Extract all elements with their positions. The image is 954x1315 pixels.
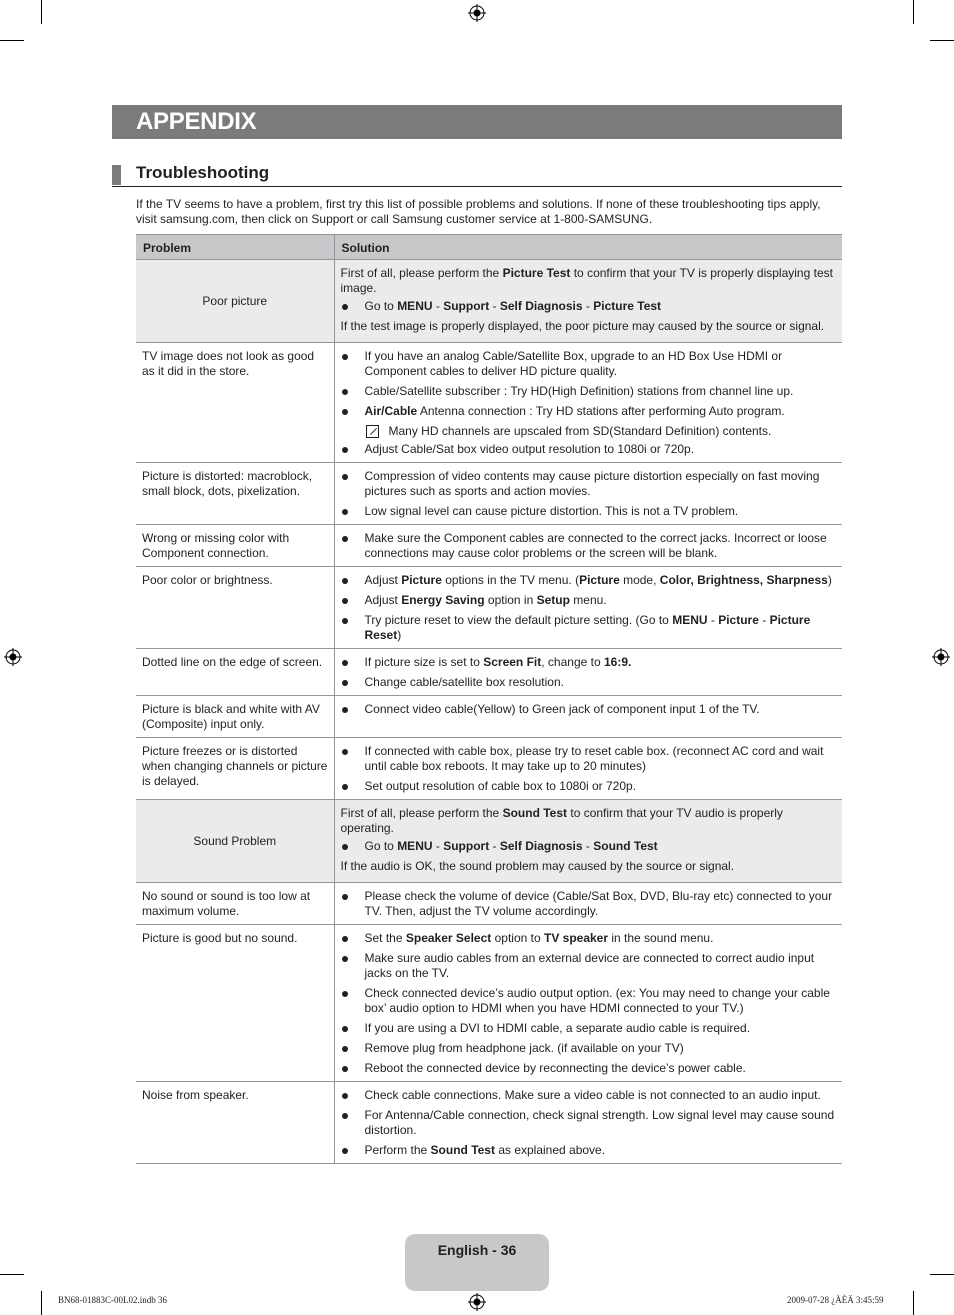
troubleshooting-table (136, 234, 842, 1164)
table-row (136, 1082, 842, 1164)
bold-text: Color, Brightness, Sharpness (659, 573, 828, 587)
text-run: Please check the volume of device (Cable/Sat Box, DVD, Blu-ray etc) connected to your TV. Then, adjust the TV volume accordingly. (364, 889, 833, 918)
bold-text: 16:9. (603, 655, 632, 669)
table-row (136, 525, 842, 567)
problem-cell: Dotted line on the edge of screen. (136, 649, 334, 696)
solution-bullet (341, 573, 837, 588)
solution-bullet (341, 469, 837, 499)
bullet-icon (342, 618, 348, 624)
text-run: For Antenna/Cable connection, check signal strength. Low signal level may cause sound distortion. (364, 1108, 835, 1137)
registration-mark-icon (932, 648, 950, 666)
divider (112, 186, 842, 187)
text-run: to confirm that your TV is properly displaying test image. (340, 266, 833, 295)
bold-text: Speaker Select (405, 931, 492, 945)
bullet-icon (342, 1093, 348, 1099)
text-run: Compression of video contents may cause picture distortion especially on fast moving pictures such as sports and action movies. (364, 469, 820, 498)
text-run: Low signal level can cause picture distortion. This is not a TV problem. (364, 504, 739, 518)
solution-cell (334, 260, 842, 343)
bold-text: TV speaker (543, 931, 609, 945)
solution-cell (334, 925, 842, 1082)
bullet-icon (342, 578, 348, 584)
bullet-icon (342, 389, 348, 395)
section-title: APPENDIX (136, 108, 257, 135)
problem-cell: TV image does not look as good as it did in the store. (136, 343, 334, 463)
crop-mark (930, 40, 954, 41)
text-run: menu. (569, 593, 607, 607)
table-row (136, 696, 842, 738)
solution-cell (334, 567, 842, 649)
solution-bullet (341, 655, 837, 670)
bullet-icon (342, 956, 348, 962)
bold-text: Picture Reset (364, 613, 811, 642)
text-run: If connected with cable box, please try to reset cable box. (reconnect AC cord and wait until cable box reboots. It may take up to 20 minutes) (364, 744, 824, 773)
text-run: Remove plug from headphone jack. (if available on your TV) (364, 1041, 684, 1055)
solution-bullet (341, 986, 837, 1016)
crop-mark (0, 40, 24, 41)
crop-mark (41, 0, 42, 24)
solution-bullet (341, 744, 837, 774)
solution-text (341, 859, 837, 874)
solution-bullet (341, 384, 837, 399)
section-header-bar (112, 105, 842, 139)
text-run: Try picture reset to view the default picture setting. (Go to (364, 613, 673, 627)
text-run: Adjust (364, 573, 402, 587)
text-run: Check cable connections. Make sure a video cable is not connected to an audio input. (364, 1088, 821, 1102)
solution-bullet (341, 593, 837, 608)
problem-cell: Sound Problem (136, 800, 334, 883)
text-run: If the test image is properly displayed, the poor picture may caused by the source or signal. (340, 319, 825, 333)
registration-mark-icon (468, 1293, 486, 1311)
text-run: as explained above. (494, 1143, 606, 1157)
text-run: Connect video cable(Yellow) to Green jack of component input 1 of the TV. (364, 702, 760, 716)
bold-text: Picture Test (593, 299, 662, 313)
text-run: Reboot the connected device by reconnecting the device’s power cable. (364, 1061, 746, 1075)
bold-text: Picture (579, 573, 620, 587)
problem-cell: No sound or sound is too low at maximum volume. (136, 883, 334, 925)
page-number-tab (405, 1234, 549, 1291)
bold-text: MENU (397, 839, 433, 853)
bullet-icon (342, 304, 348, 310)
footer-timestamp: 2009-07-28 ¿ÀÈÄ 3:45:59 (787, 1295, 884, 1305)
bullet-icon (342, 1046, 348, 1052)
text-run: Change cable/satellite box resolution. (364, 675, 564, 689)
text-run: , change to (541, 655, 604, 669)
text-run: - (582, 839, 594, 853)
table-row (136, 260, 842, 343)
solution-text (341, 319, 837, 334)
solution-bullet (341, 702, 837, 717)
bold-text: Setup (536, 593, 570, 607)
solution-bullet (341, 779, 837, 794)
text-run: Cable/Satellite subscriber : Try HD(High Definition) stations from channel line up. (364, 384, 794, 398)
bold-text: Picture (718, 613, 759, 627)
solution-bullet (341, 404, 837, 419)
table-row (136, 925, 842, 1082)
bold-text: Screen Fit (483, 655, 542, 669)
text-run: Go to (364, 299, 398, 313)
solution-bullet (341, 931, 837, 946)
text-run: Adjust Cable/Sat box video output resolution to 1080i or 720p. (364, 442, 695, 456)
text-run: in the sound menu. (608, 931, 714, 945)
text-run: Set the (364, 931, 406, 945)
bullet-icon (342, 447, 348, 453)
text-run: ) (827, 573, 832, 587)
bold-text: Energy Saving (401, 593, 485, 607)
bold-text: MENU (397, 299, 433, 313)
text-run: mode, (619, 573, 660, 587)
text-run: Make sure audio cables from an external device are connected to correct audio input jacks on the TV. (364, 951, 815, 980)
solution-bullet (341, 1061, 837, 1076)
text-run: If picture size is set to (364, 655, 484, 669)
solution-cell (334, 696, 842, 738)
solution-bullet (341, 442, 837, 457)
registration-mark-icon (4, 648, 22, 666)
solution-bullet (341, 1143, 837, 1158)
solution-cell (334, 738, 842, 800)
table-row (136, 800, 842, 883)
text-run: Antenna connection : Try HD stations after performing Auto program. (417, 404, 785, 418)
page-number: English - 36 (437, 1242, 517, 1258)
bold-text: Self Diagnosis (499, 839, 583, 853)
text-run: Perform the (364, 1143, 431, 1157)
text-run: Many HD channels are upscaled from SD(Standard Definition) contents. (388, 424, 772, 438)
text-run: First of all, please perform the (340, 806, 503, 820)
bullet-icon (342, 680, 348, 686)
table-header-row (136, 235, 842, 260)
solution-cell (334, 883, 842, 925)
bullet-icon (342, 660, 348, 666)
text-run: First of all, please perform the (340, 266, 503, 280)
bold-text: Sound Test (593, 839, 658, 853)
table-row (136, 649, 842, 696)
crop-mark (41, 1291, 42, 1315)
text-run: Check connected device’s audio output option. (ex: You may need to change your cable box’ audio option to HDMI when you have HDMI connected to your TV.) (364, 986, 830, 1015)
bold-text: Self Diagnosis (499, 299, 583, 313)
solution-bullet (341, 613, 837, 643)
text-run: Set output resolution of cable box to 1080i or 720p. (364, 779, 637, 793)
column-header-solution: Solution (334, 235, 842, 260)
bullet-icon (342, 936, 348, 942)
bullet-icon (342, 536, 348, 542)
bullet-icon (342, 509, 348, 515)
text-run: options in the TV menu. ( (441, 573, 580, 587)
bullet-icon (342, 1026, 348, 1032)
bold-text: Air/Cable (364, 404, 418, 418)
solution-cell (334, 525, 842, 567)
bullet-icon (342, 844, 348, 850)
text-run: Adjust (364, 593, 402, 607)
solution-bullet (341, 1041, 837, 1056)
table-row (136, 738, 842, 800)
footer-file-name: BN68-01883C-00L02.indb 36 (58, 1295, 167, 1305)
subsection-title: Troubleshooting (136, 163, 270, 182)
bullet-icon (342, 1113, 348, 1119)
solution-bullet (341, 839, 837, 854)
problem-cell: Picture is distorted: macroblock, small block, dots, pixelization. (136, 463, 334, 525)
text-run: If the audio is OK, the sound problem may caused by the source or signal. (340, 859, 735, 873)
solution-cell (334, 649, 842, 696)
text-run: - (489, 299, 500, 313)
bullet-icon (342, 1066, 348, 1072)
problem-cell: Picture freezes or is distorted when changing channels or picture is delayed. (136, 738, 334, 800)
subsection-marker (112, 165, 121, 185)
solution-bullet (341, 951, 837, 981)
solution-bullet (341, 504, 837, 519)
solution-bullet (341, 1021, 837, 1036)
text-run: - (432, 299, 444, 313)
solution-text (341, 806, 837, 836)
note-icon (366, 425, 379, 438)
bold-text: Support (443, 839, 490, 853)
solution-bullet (341, 531, 837, 561)
table-row (136, 463, 842, 525)
problem-cell: Poor picture (136, 260, 334, 343)
text-run: If you have an analog Cable/Satellite Box, upgrade to an HD Box Use HDMI or Component cables to deliver HD picture quality. (364, 349, 783, 378)
crop-mark (930, 1274, 954, 1275)
bullet-icon (342, 1148, 348, 1154)
bullet-icon (342, 894, 348, 900)
bold-text: Picture Test (502, 266, 571, 280)
problem-cell: Poor color or brightness. (136, 567, 334, 649)
text-run: option to (491, 931, 544, 945)
text-run: - (582, 299, 594, 313)
solution-note (341, 424, 837, 439)
column-header-problem: Problem (136, 235, 334, 260)
solution-bullet (341, 889, 837, 919)
bold-text: Support (443, 299, 490, 313)
solution-cell (334, 800, 842, 883)
table-row (136, 343, 842, 463)
bullet-icon (342, 354, 348, 360)
bold-text: MENU (672, 613, 708, 627)
solution-bullet (341, 299, 837, 314)
text-run: - (707, 613, 719, 627)
solution-cell (334, 1082, 842, 1164)
intro-paragraph: If the TV seems to have a problem, first try this list of possible problems and solutions. If none of these troubleshooting tips apply, visit samsung.com, then click on Support or call Samsung customer service at 1-800-SAMSUNG. (136, 197, 821, 226)
text-run: to confirm that your TV audio is properly operating. (340, 806, 783, 835)
bullet-icon (342, 991, 348, 997)
bullet-icon (342, 749, 348, 755)
text-run: - (432, 839, 444, 853)
text-run: ) (397, 628, 402, 642)
text-run: If you are using a DVI to HDMI cable, a separate audio cable is required. (364, 1021, 751, 1035)
solution-bullet (341, 1088, 837, 1103)
crop-mark (0, 1274, 24, 1275)
text-run: - (489, 839, 500, 853)
solution-bullet (341, 349, 837, 379)
bullet-icon (342, 474, 348, 480)
solution-bullet (341, 675, 837, 690)
text-run: Go to (364, 839, 398, 853)
text-run: option in (484, 593, 537, 607)
text-run: - (758, 613, 770, 627)
solution-text (341, 266, 837, 296)
crop-mark (913, 0, 914, 24)
solution-cell (334, 463, 842, 525)
bullet-icon (342, 784, 348, 790)
problem-cell: Noise from speaker. (136, 1082, 334, 1164)
solution-cell (334, 343, 842, 463)
table-row (136, 567, 842, 649)
problem-cell: Picture is good but no sound. (136, 925, 334, 1082)
crop-mark (913, 1291, 914, 1315)
table-row (136, 883, 842, 925)
bullet-icon (342, 598, 348, 604)
problem-cell: Wrong or missing color with Component connection. (136, 525, 334, 567)
bold-text: Sound Test (430, 1143, 495, 1157)
bold-text: Picture (401, 573, 442, 587)
text-run: Make sure the Component cables are connected to the correct jacks. Incorrect or loose connections may cause color problems or the screen will be blank. (364, 531, 827, 560)
problem-cell: Picture is black and white with AV (Composite) input only. (136, 696, 334, 738)
solution-bullet (341, 1108, 837, 1138)
bullet-icon (342, 409, 348, 415)
bullet-icon (342, 707, 348, 713)
bold-text: Sound Test (502, 806, 568, 820)
registration-mark-icon (468, 4, 486, 22)
